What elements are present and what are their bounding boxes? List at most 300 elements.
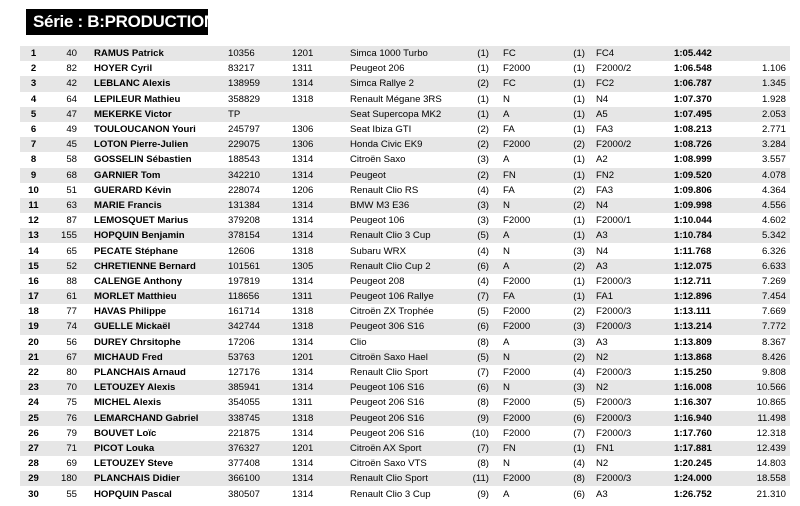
cell-gap: 18.558 (729, 471, 790, 486)
cell-class: F2000/2 (593, 61, 670, 76)
cell-class: A3 (593, 228, 670, 243)
cell-licence-number: 197819 (221, 274, 283, 289)
cell-licence-number: 221875 (221, 426, 283, 441)
cell-best-time: 1:16.940 (670, 411, 729, 426)
cell-gap: 4.602 (729, 213, 790, 228)
cell-driver-name: DUREY Chrsitophe (82, 335, 221, 350)
table-row (20, 213, 790, 228)
cell-car-number: 70 (47, 380, 82, 395)
cell-class: F2000/3 (593, 471, 670, 486)
cell-car-model: Seat Supercopa MK2 (344, 107, 467, 122)
cell-licence-number: 354055 (221, 395, 283, 410)
cell-asa-code: 1306 (283, 137, 344, 152)
cell-group: N (497, 198, 564, 213)
cell-group: FA (497, 122, 564, 137)
cell-gap: 2.771 (729, 122, 790, 137)
cell-licence-number: 385941 (221, 380, 283, 395)
cell-group: N (497, 243, 564, 258)
cell-driver-name: PLANCHAIS Arnaud (82, 365, 221, 380)
cell-group-position: (3) (467, 152, 497, 167)
cell-group: F2000 (497, 61, 564, 76)
cell-best-time: 1:16.008 (670, 380, 729, 395)
cell-asa-code: 1311 (283, 61, 344, 76)
cell-group-position: (7) (467, 441, 497, 456)
cell-group: FN (497, 441, 564, 456)
cell-driver-name: LOTON Pierre-Julien (82, 137, 221, 152)
cell-class: N2 (593, 350, 670, 365)
cell-position: 29 (20, 471, 47, 486)
cell-car-model: Peugeot 206 S16 (344, 411, 467, 426)
cell-group: F2000 (497, 274, 564, 289)
cell-best-time: 1:11.768 (670, 243, 729, 258)
cell-best-time: 1:06.548 (670, 61, 729, 76)
cell-group: F2000 (497, 365, 564, 380)
table-row (20, 319, 790, 334)
cell-best-time: 1:09.806 (670, 183, 729, 198)
cell-car-number: 76 (47, 411, 82, 426)
cell-class: F2000/3 (593, 304, 670, 319)
cell-best-time: 1:06.787 (670, 76, 729, 91)
cell-car-model: Peugeot 206 (344, 61, 467, 76)
cell-car-number: 51 (47, 183, 82, 198)
cell-group-position: (1) (467, 107, 497, 122)
cell-licence-number: 342744 (221, 319, 283, 334)
cell-car-model: Peugeot 106 S16 (344, 380, 467, 395)
cell-gap: 3.284 (729, 137, 790, 152)
cell-asa-code: 1318 (283, 319, 344, 334)
cell-class-position: (4) (564, 365, 593, 380)
cell-position: 5 (20, 107, 47, 122)
cell-asa-code: 1314 (283, 456, 344, 471)
cell-class: FA3 (593, 122, 670, 137)
cell-car-model: Peugeot (344, 168, 467, 183)
cell-class: F2000/3 (593, 426, 670, 441)
cell-class-position: (2) (564, 137, 593, 152)
cell-driver-name: HAVAS Philippe (82, 304, 221, 319)
cell-licence-number: 127176 (221, 365, 283, 380)
cell-class: FC4 (593, 46, 670, 61)
cell-car-model: Peugeot 306 S16 (344, 319, 467, 334)
cell-position: 10 (20, 183, 47, 198)
cell-car-number: 79 (47, 426, 82, 441)
cell-group-position: (8) (467, 335, 497, 350)
cell-asa-code: 1318 (283, 243, 344, 258)
cell-car-number: 155 (47, 228, 82, 243)
cell-group-position: (5) (467, 350, 497, 365)
cell-licence-number: 338745 (221, 411, 283, 426)
cell-car-number: 61 (47, 289, 82, 304)
cell-best-time: 1:12.711 (670, 274, 729, 289)
cell-licence-number: 342210 (221, 168, 283, 183)
cell-class-position: (1) (564, 274, 593, 289)
cell-driver-name: GUELLE Mickaël (82, 319, 221, 334)
cell-best-time: 1:10.784 (670, 228, 729, 243)
table-row (20, 365, 790, 380)
cell-best-time: 1:08.726 (670, 137, 729, 152)
cell-licence-number: 53763 (221, 350, 283, 365)
cell-position: 21 (20, 350, 47, 365)
cell-group-position: (5) (467, 304, 497, 319)
cell-group: A (497, 107, 564, 122)
cell-class-position: (1) (564, 441, 593, 456)
cell-best-time: 1:13.214 (670, 319, 729, 334)
cell-position: 7 (20, 137, 47, 152)
cell-gap: 14.803 (729, 456, 790, 471)
cell-class-position: (2) (564, 259, 593, 274)
cell-driver-name: MORLET Matthieu (82, 289, 221, 304)
cell-group-position: (9) (467, 486, 497, 501)
cell-group-position: (6) (467, 259, 497, 274)
cell-group-position: (11) (467, 471, 497, 486)
cell-licence-number: 118656 (221, 289, 283, 304)
cell-licence-number: 378154 (221, 228, 283, 243)
cell-asa-code: 1305 (283, 259, 344, 274)
cell-licence-number: 101561 (221, 259, 283, 274)
cell-class-position: (1) (564, 228, 593, 243)
cell-position: 30 (20, 486, 47, 501)
cell-driver-name: LETOUZEY Steve (82, 456, 221, 471)
cell-car-number: 45 (47, 137, 82, 152)
cell-position: 13 (20, 228, 47, 243)
cell-car-model: Renault Clio 3 Cup (344, 486, 467, 501)
cell-driver-name: LEMOSQUET Marius (82, 213, 221, 228)
cell-car-number: 71 (47, 441, 82, 456)
cell-gap: 2.053 (729, 107, 790, 122)
cell-position: 25 (20, 411, 47, 426)
cell-car-number: 49 (47, 122, 82, 137)
cell-driver-name: CALENGE Anthony (82, 274, 221, 289)
cell-group-position: (2) (467, 122, 497, 137)
cell-group-position: (2) (467, 137, 497, 152)
cell-group: A (497, 335, 564, 350)
cell-car-model: Citroën Saxo (344, 152, 467, 167)
cell-best-time: 1:13.809 (670, 335, 729, 350)
cell-asa-code: 1318 (283, 411, 344, 426)
cell-car-number: 75 (47, 395, 82, 410)
cell-gap: 3.557 (729, 152, 790, 167)
cell-best-time: 1:15.250 (670, 365, 729, 380)
cell-class-position: (5) (564, 395, 593, 410)
cell-class-position: (2) (564, 350, 593, 365)
cell-group-position: (2) (467, 168, 497, 183)
cell-best-time: 1:12.896 (670, 289, 729, 304)
cell-best-time: 1:12.075 (670, 259, 729, 274)
cell-position: 1 (20, 46, 47, 61)
cell-group: F2000 (497, 395, 564, 410)
cell-position: 8 (20, 152, 47, 167)
cell-asa-code: 1318 (283, 304, 344, 319)
cell-asa-code: 1314 (283, 198, 344, 213)
cell-group: F2000 (497, 426, 564, 441)
cell-position: 18 (20, 304, 47, 319)
cell-gap: 1.345 (729, 76, 790, 91)
cell-class-position: (1) (564, 213, 593, 228)
cell-driver-name: PECATE Stéphane (82, 243, 221, 258)
cell-driver-name: HOPQUIN Pascal (82, 486, 221, 501)
cell-gap: 12.318 (729, 426, 790, 441)
cell-best-time: 1:09.998 (670, 198, 729, 213)
cell-position: 17 (20, 289, 47, 304)
cell-asa-code: 1306 (283, 122, 344, 137)
cell-group: A (497, 486, 564, 501)
cell-licence-number: 10356 (221, 46, 283, 61)
cell-class-position: (3) (564, 335, 593, 350)
cell-class-position: (1) (564, 46, 593, 61)
cell-group-position: (6) (467, 380, 497, 395)
cell-class: N4 (593, 243, 670, 258)
cell-driver-name: HOYER Cyril (82, 61, 221, 76)
cell-position: 20 (20, 335, 47, 350)
cell-asa-code (283, 107, 344, 122)
cell-position: 2 (20, 61, 47, 76)
table-row (20, 107, 790, 122)
cell-position: 23 (20, 380, 47, 395)
cell-licence-number: 83217 (221, 61, 283, 76)
cell-car-number: 87 (47, 213, 82, 228)
cell-class-position: (8) (564, 471, 593, 486)
cell-class: A3 (593, 335, 670, 350)
table-row (20, 441, 790, 456)
cell-gap: 21.310 (729, 486, 790, 501)
cell-gap: 1.106 (729, 61, 790, 76)
cell-class-position: (1) (564, 107, 593, 122)
cell-car-number: 74 (47, 319, 82, 334)
cell-gap: 7.269 (729, 274, 790, 289)
cell-class: F2000/3 (593, 365, 670, 380)
cell-car-number: 180 (47, 471, 82, 486)
table-row (20, 259, 790, 274)
table-row (20, 61, 790, 76)
cell-class: F2000/3 (593, 395, 670, 410)
cell-best-time: 1:07.370 (670, 92, 729, 107)
cell-car-model: Citroën AX Sport (344, 441, 467, 456)
cell-group-position: (7) (467, 289, 497, 304)
cell-group: N (497, 350, 564, 365)
table-row (20, 183, 790, 198)
cell-car-model: Peugeot 206 S16 (344, 395, 467, 410)
cell-car-model: BMW M3 E36 (344, 198, 467, 213)
cell-asa-code: 1314 (283, 471, 344, 486)
cell-car-model: Seat Ibiza GTI (344, 122, 467, 137)
cell-class-position: (6) (564, 411, 593, 426)
cell-gap: 8.367 (729, 335, 790, 350)
cell-driver-name: LEPILEUR Mathieu (82, 92, 221, 107)
table-row (20, 471, 790, 486)
cell-group: A (497, 228, 564, 243)
cell-licence-number: 228074 (221, 183, 283, 198)
cell-group: F2000 (497, 213, 564, 228)
cell-class-position: (2) (564, 183, 593, 198)
cell-licence-number: 12606 (221, 243, 283, 258)
cell-group: F2000 (497, 471, 564, 486)
cell-best-time: 1:10.044 (670, 213, 729, 228)
cell-best-time: 1:07.495 (670, 107, 729, 122)
cell-best-time: 1:17.760 (670, 426, 729, 441)
cell-class-position: (6) (564, 486, 593, 501)
cell-class: N4 (593, 92, 670, 107)
cell-licence-number: 17206 (221, 335, 283, 350)
table-row (20, 486, 790, 501)
cell-car-model: Renault Clio Sport (344, 365, 467, 380)
cell-car-model: Renault Clio Cup 2 (344, 259, 467, 274)
cell-position: 14 (20, 243, 47, 258)
cell-licence-number: 188543 (221, 152, 283, 167)
cell-car-model: Renault Clio RS (344, 183, 467, 198)
table-row (20, 137, 790, 152)
cell-driver-name: GOSSELIN Sébastien (82, 152, 221, 167)
cell-gap: 9.808 (729, 365, 790, 380)
cell-best-time: 1:08.999 (670, 152, 729, 167)
cell-asa-code: 1318 (283, 92, 344, 107)
cell-car-model: Citroën Saxo Hael (344, 350, 467, 365)
cell-group-position: (4) (467, 243, 497, 258)
cell-best-time: 1:13.868 (670, 350, 729, 365)
cell-class-position: (3) (564, 380, 593, 395)
cell-position: 12 (20, 213, 47, 228)
cell-best-time: 1:26.752 (670, 486, 729, 501)
cell-driver-name: MEKERKE Victor (82, 107, 221, 122)
cell-group-position: (8) (467, 456, 497, 471)
cell-group-position: (3) (467, 198, 497, 213)
cell-group-position: (4) (467, 183, 497, 198)
cell-class-position: (1) (564, 61, 593, 76)
cell-car-number: 77 (47, 304, 82, 319)
cell-licence-number: TP (221, 107, 283, 122)
cell-licence-number: 245797 (221, 122, 283, 137)
cell-group-position: (8) (467, 395, 497, 410)
cell-car-number: 80 (47, 365, 82, 380)
cell-class: N2 (593, 456, 670, 471)
cell-asa-code: 1314 (283, 486, 344, 501)
cell-car-model: Simca Rallye 2 (344, 76, 467, 91)
cell-car-model: Renault Clio Sport (344, 471, 467, 486)
cell-asa-code: 1201 (283, 441, 344, 456)
cell-position: 26 (20, 426, 47, 441)
cell-group: FA (497, 289, 564, 304)
cell-asa-code: 1311 (283, 395, 344, 410)
cell-asa-code: 1314 (283, 152, 344, 167)
cell-gap: 7.454 (729, 289, 790, 304)
cell-class-position: (1) (564, 168, 593, 183)
cell-class-position: (4) (564, 456, 593, 471)
cell-driver-name: RAMUS Patrick (82, 46, 221, 61)
cell-driver-name: HOPQUIN Benjamin (82, 228, 221, 243)
cell-car-model: Peugeot 208 (344, 274, 467, 289)
cell-best-time: 1:05.442 (670, 46, 729, 61)
cell-class-position: (7) (564, 426, 593, 441)
cell-driver-name: CHRETIENNE Bernard (82, 259, 221, 274)
table-row (20, 350, 790, 365)
cell-licence-number: 161714 (221, 304, 283, 319)
cell-group-position: (7) (467, 365, 497, 380)
cell-class: F2000/1 (593, 213, 670, 228)
cell-position: 11 (20, 198, 47, 213)
cell-position: 9 (20, 168, 47, 183)
cell-class: F2000/3 (593, 411, 670, 426)
cell-group-position: (5) (467, 228, 497, 243)
table-row (20, 289, 790, 304)
cell-gap: 12.439 (729, 441, 790, 456)
cell-group-position: (4) (467, 274, 497, 289)
cell-class-position: (3) (564, 319, 593, 334)
cell-car-number: 40 (47, 46, 82, 61)
cell-asa-code: 1206 (283, 183, 344, 198)
cell-group-position: (1) (467, 46, 497, 61)
cell-group: F2000 (497, 411, 564, 426)
cell-driver-name: LEMARCHAND Gabriel (82, 411, 221, 426)
cell-best-time: 1:13.111 (670, 304, 729, 319)
cell-car-model: Simca 1000 Turbo (344, 46, 467, 61)
cell-position: 15 (20, 259, 47, 274)
cell-car-model: Clio (344, 335, 467, 350)
cell-class: F2000/3 (593, 319, 670, 334)
table-row (20, 456, 790, 471)
cell-car-number: 69 (47, 456, 82, 471)
cell-car-model: Peugeot 106 (344, 213, 467, 228)
cell-asa-code: 1314 (283, 426, 344, 441)
cell-position: 4 (20, 92, 47, 107)
cell-asa-code: 1314 (283, 168, 344, 183)
cell-car-model: Subaru WRX (344, 243, 467, 258)
cell-group-position: (3) (467, 213, 497, 228)
series-title: Série : B:PRODUCTION (26, 9, 208, 35)
cell-class-position: (3) (564, 243, 593, 258)
cell-gap: 4.556 (729, 198, 790, 213)
cell-class: F2000/3 (593, 274, 670, 289)
cell-group: A (497, 259, 564, 274)
cell-position: 16 (20, 274, 47, 289)
cell-group: F2000 (497, 137, 564, 152)
cell-class: FN1 (593, 441, 670, 456)
cell-position: 22 (20, 365, 47, 380)
cell-group: F2000 (497, 319, 564, 334)
cell-car-number: 58 (47, 152, 82, 167)
cell-licence-number: 131384 (221, 198, 283, 213)
cell-group-position: (6) (467, 319, 497, 334)
cell-class: A5 (593, 107, 670, 122)
cell-best-time: 1:09.520 (670, 168, 729, 183)
cell-licence-number: 377408 (221, 456, 283, 471)
cell-class-position: (1) (564, 122, 593, 137)
cell-licence-number: 366100 (221, 471, 283, 486)
table-row (20, 228, 790, 243)
cell-licence-number: 358829 (221, 92, 283, 107)
table-row (20, 198, 790, 213)
cell-group: FC (497, 46, 564, 61)
table-row (20, 168, 790, 183)
cell-car-number: 88 (47, 274, 82, 289)
cell-asa-code: 1311 (283, 289, 344, 304)
cell-gap: 4.364 (729, 183, 790, 198)
cell-group-position: (2) (467, 76, 497, 91)
cell-car-number: 47 (47, 107, 82, 122)
cell-car-model: Honda Civic EK9 (344, 137, 467, 152)
cell-licence-number: 379208 (221, 213, 283, 228)
cell-driver-name: PLANCHAIS Didier (82, 471, 221, 486)
cell-best-time: 1:16.307 (670, 395, 729, 410)
cell-asa-code: 1314 (283, 335, 344, 350)
cell-position: 19 (20, 319, 47, 334)
cell-class: FC2 (593, 76, 670, 91)
table-row (20, 92, 790, 107)
cell-car-model: Renault Clio 3 Cup (344, 228, 467, 243)
table-row (20, 76, 790, 91)
cell-gap: 7.669 (729, 304, 790, 319)
cell-car-model: Renault Mégane 3RS (344, 92, 467, 107)
cell-gap: 10.865 (729, 395, 790, 410)
table-row (20, 380, 790, 395)
cell-best-time: 1:08.213 (670, 122, 729, 137)
